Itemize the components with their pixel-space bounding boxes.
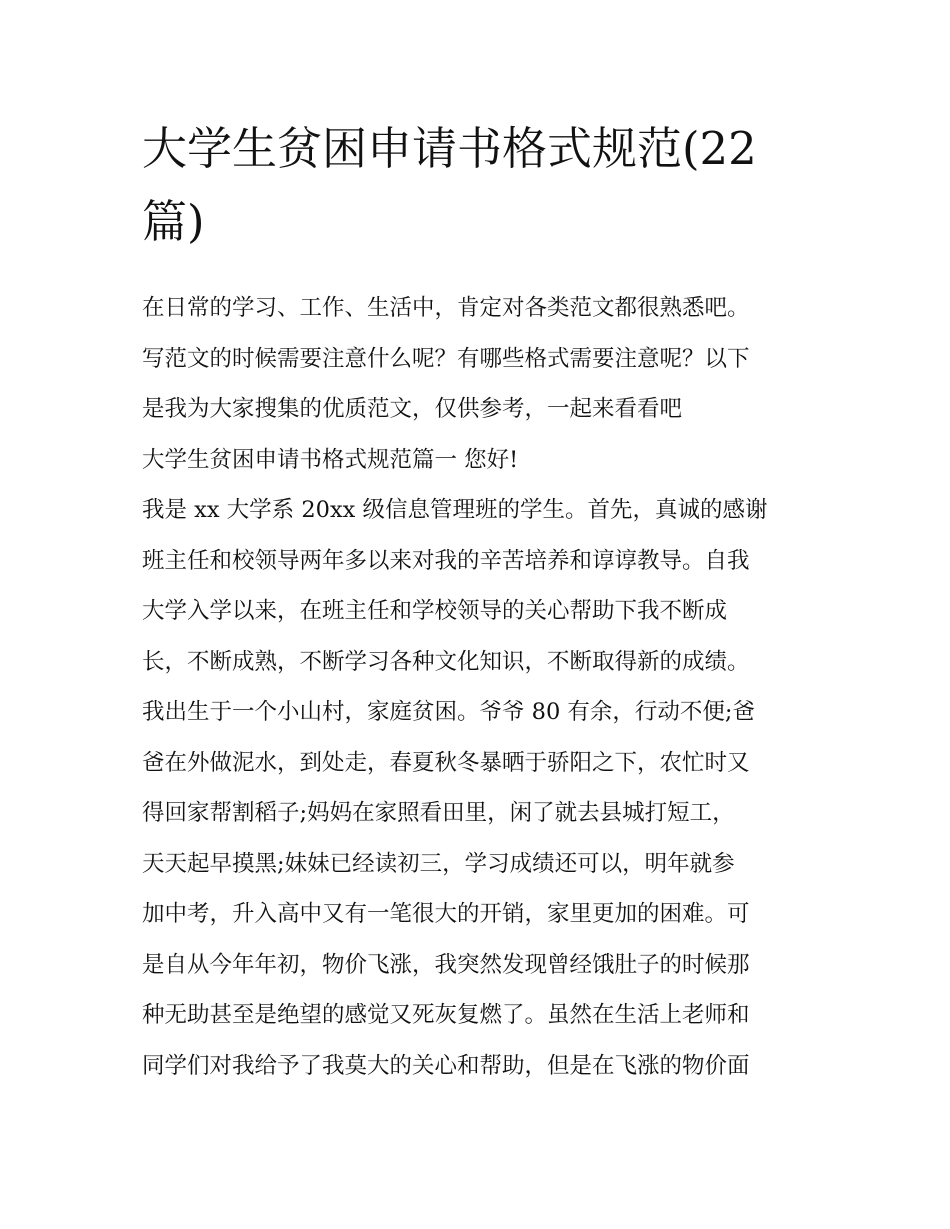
text-line: 是我为大家搜集的优质范文，仅供参考，一起来看看吧 [142, 396, 683, 422]
text-line: 长，不断成熟，不断学习各种文化知识，不断取得新的成绩。 [142, 648, 750, 675]
text-line: 是自从今年年初，物价飞涨，我突然发现曾经饿肚子的时候那 [142, 951, 750, 978]
text-line: 大学入学以来，在班主任和学校领导的关心帮助下我不断成 [142, 598, 728, 624]
text-line: 加中考，升入高中又有一笔很大的开销，家里更加的困难。可 [142, 901, 750, 927]
text-line: 爸在外做泥水，到处走，春夏秋冬暴晒于骄阳之下，农忙时又 [142, 749, 750, 776]
text-line: 大学生贫困申请书格式规范篇一 您好! [142, 446, 519, 473]
title-line: 大学生贫困申请书格式规范(22 [142, 122, 757, 175]
text-line: 得回家帮割稻子;妈妈在家照看田里，闲了就去县城打短工， [142, 800, 735, 826]
document-title [142, 112, 814, 258]
text-line: 我是 xx 大学系 20xx 级信息管理班的学生。首先，真诚的感谢 [142, 497, 768, 523]
document-body [142, 283, 814, 1091]
text-line: 在日常的学习、工作、生活中，肯定对各类范文都很熟悉吧。 [142, 295, 750, 321]
document-page [142, 112, 814, 1091]
text-line: 写范文的时候需要注意什么呢？有哪些格式需要注意呢？以下 [142, 345, 750, 372]
text-line: 我出生于一个小山村，家庭贫困。爷爷 80 有余，行动不便;爸 [142, 699, 756, 725]
text-line: 班主任和校领导两年多以来对我的辛苦培养和谆谆教导。自我 [142, 547, 750, 574]
title-line: 篇) [142, 195, 205, 248]
text-line: 天天起早摸黑;妹妹已经读初三，学习成绩还可以，明年就参 [142, 850, 735, 877]
text-line: 种无助甚至是绝望的感觉又死灰复燃了。虽然在生活上老师和 [142, 1002, 750, 1028]
text-line: 同学们对我给予了我莫大的关心和帮助，但是在飞涨的物价面 [142, 1052, 750, 1079]
